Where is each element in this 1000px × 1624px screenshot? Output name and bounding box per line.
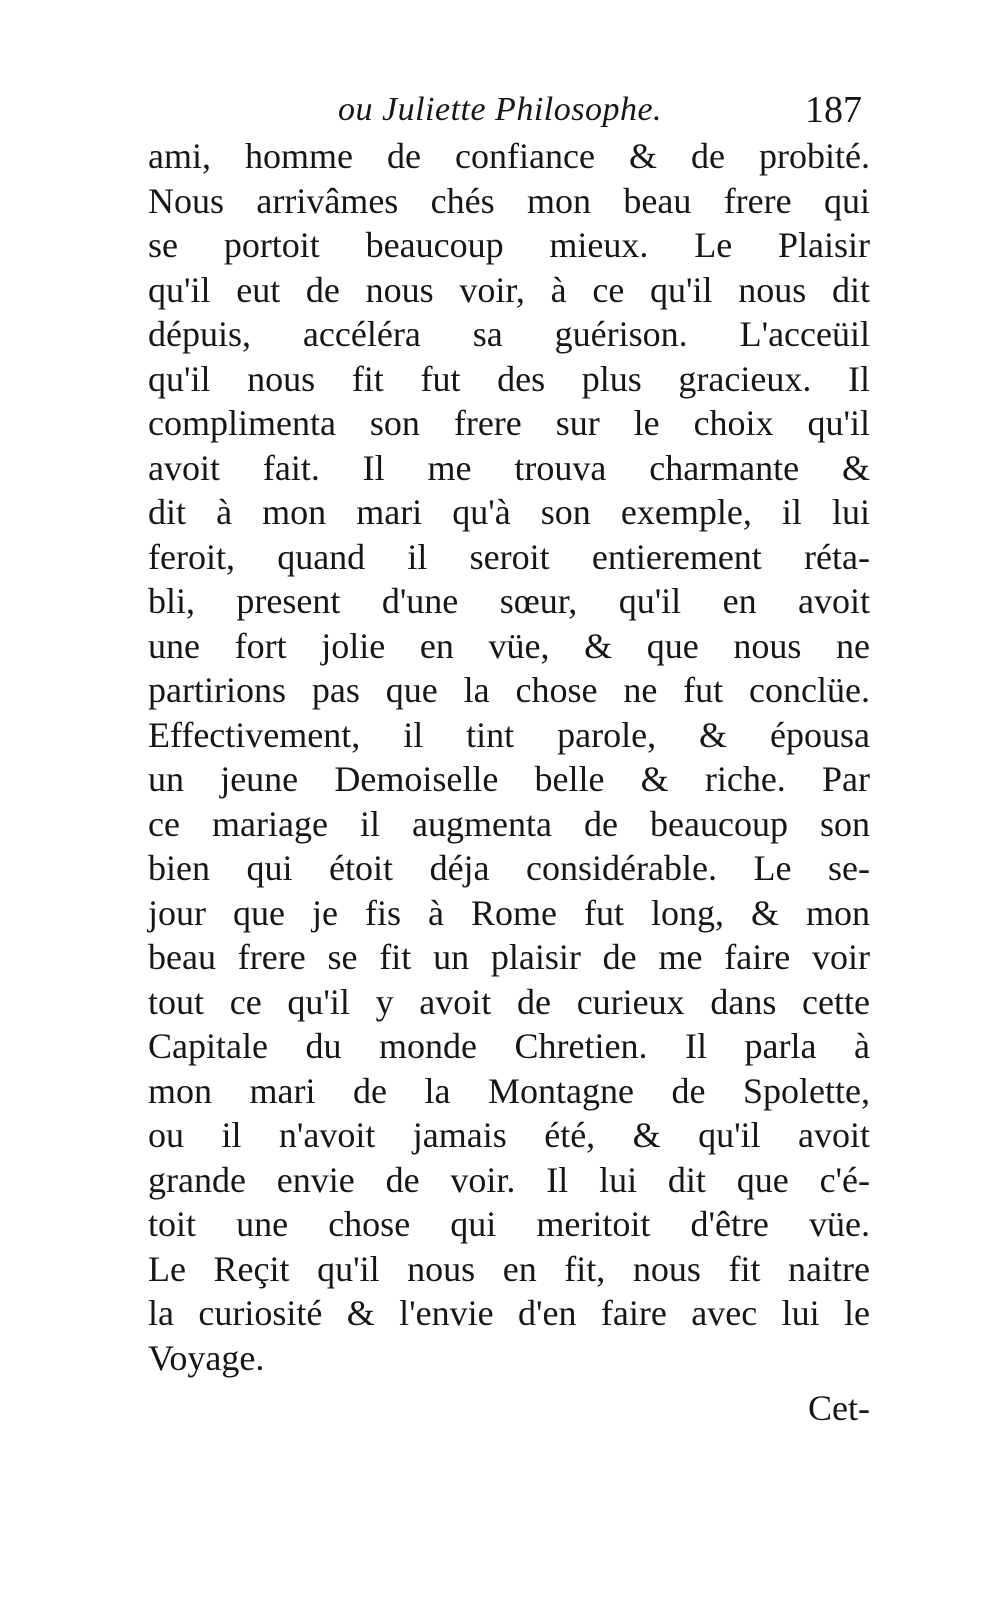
text-line: grande envie de voir. Il lui dit que c'é- bbox=[148, 1159, 870, 1200]
text-line: ce mariage il augmenta de beaucoup son bbox=[148, 803, 870, 844]
text-line: complimenta son frere sur le choix qu'il bbox=[148, 403, 870, 443]
page-number: 187 bbox=[805, 89, 862, 131]
text-line: avoit fait. Il me trouva charmante & bbox=[148, 447, 870, 488]
text-line: tout ce qu'il y avoit de curieux dans cette bbox=[148, 981, 870, 1022]
text-line: toit une chose qui meritoit d'être vüe. bbox=[148, 1204, 870, 1244]
text-line: ami, homme de confiance & de probité. bbox=[148, 136, 870, 176]
text-line: dit à mon mari qu'à son exemple, il lui bbox=[148, 492, 870, 532]
text-line: Le Reçit qu'il nous en fit, nous fit naitre bbox=[148, 1248, 870, 1289]
running-title: ou Juliette Philosophe. bbox=[338, 91, 663, 128]
text-line: Nous arrivâmes chés mon beau frere qui bbox=[148, 180, 870, 221]
text-line: Voyage. bbox=[148, 1337, 265, 1378]
text-line: se portoit beaucoup mieux. Le Plaisir bbox=[148, 225, 870, 265]
text-line: jour que je fis à Rome fut long, & mon bbox=[148, 892, 870, 933]
text-line: bli, present d'une sœur, qu'il en avoit bbox=[148, 581, 870, 621]
text-line: Effectivement, il tint parole, & épousa bbox=[148, 714, 870, 755]
running-head bbox=[148, 84, 870, 136]
catchword: Cet- bbox=[808, 1388, 870, 1428]
text-line: beau frere se fit un plaisir de me faire voir bbox=[148, 937, 870, 977]
text-line: qu'il nous fit fut des plus gracieux. Il bbox=[148, 358, 870, 399]
text-line: ou il n'avoit jamais été, & qu'il avoit bbox=[148, 1115, 870, 1155]
text-line: dépuis, accéléra sa guérison. L'acceüil bbox=[148, 314, 870, 354]
text-line: partirions pas que la chose ne fut conclüe. bbox=[148, 670, 870, 710]
body-text bbox=[148, 134, 870, 1380]
text-line: Capitale du monde Chretien. Il parla à bbox=[148, 1026, 870, 1066]
text-line: feroit, quand il seroit entierement réta- bbox=[148, 536, 870, 577]
text-line: mon mari de la Montagne de Spolette, bbox=[148, 1070, 870, 1111]
text-line: qu'il eut de nous voir, à ce qu'il nous dit bbox=[148, 269, 870, 310]
text-line: un jeune Demoiselle belle & riche. Par bbox=[148, 759, 870, 799]
text-line: la curiosité & l'envie d'en faire avec lui le bbox=[148, 1293, 870, 1333]
text-line: une fort jolie en vüe, & que nous ne bbox=[148, 625, 870, 666]
text-line: bien qui étoit déja considérable. Le se- bbox=[148, 848, 870, 888]
